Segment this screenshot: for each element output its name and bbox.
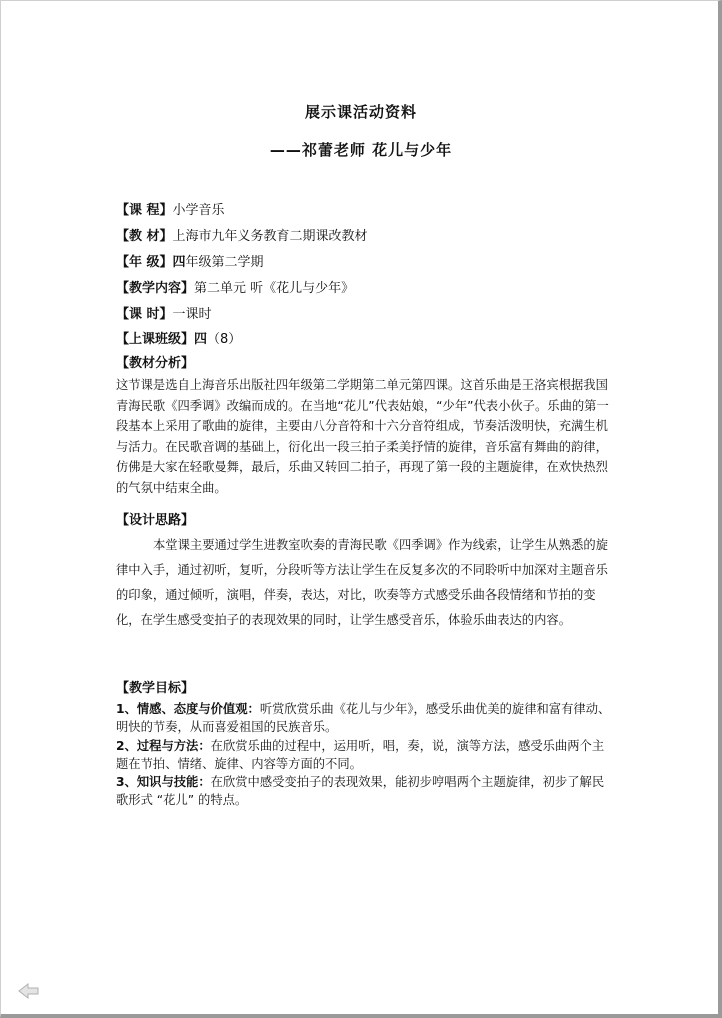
goal-item	[116, 737, 612, 774]
goal-label: 2、过程与方法：	[116, 738, 211, 753]
meta-value-bold: 四	[172, 255, 186, 270]
meta-value: 第二单元 听《花儿与少年》	[194, 281, 355, 296]
meta-key: 【年 级】	[116, 255, 173, 270]
document-subtitle: ——祁蕾老师 花儿与少年	[269, 141, 453, 159]
meta-value: 一课时	[172, 307, 212, 322]
analysis-heading: 【教材分析】	[116, 356, 195, 371]
arrow-left-icon[interactable]	[18, 982, 40, 1000]
meta-key: 【教 材】	[116, 229, 173, 244]
design-text: 本堂课主要通过学生进教室吹奏的青海民歌《四季调》作为线索，让学生从熟悉的旋律中入手，通过初听，复听，分段听等方法让学生在反复多次的不同聆听中加深对主题音乐的印象，通过倾听，演唱，伴奏，表达，对比，吹奏等方式感受乐曲各段情绪和节拍的变化，在学生感受变拍子的表现效果的同时，让学生感受音乐，体验乐曲表达的内容。	[116, 538, 608, 627]
goal-text: 在欣赏乐曲的过程中，运用听，唱，奏，说，演等方法，感受乐曲两个主题在节拍、情绪、旋律、内容等方面的不同。	[116, 738, 605, 771]
goal-label: 1、情感、态度与价值观：	[116, 702, 260, 716]
meta-textbook	[116, 229, 368, 245]
design-heading: 【设计思路】	[116, 513, 195, 528]
meta-key: 【教学内容】	[116, 281, 195, 296]
meta-course	[116, 203, 225, 219]
meta-grade	[116, 255, 264, 271]
goal-text: 听赏欣赏乐曲《花儿与少年》，感受乐曲优美的旋律和富有律动、明快的节奏，从而喜爱祖国的民族音乐。	[116, 702, 611, 735]
meta-content	[116, 281, 354, 297]
meta-periods	[116, 307, 212, 323]
goal-text: 在欣赏中感受变拍子的表现效果，能初步哼唱两个主题旋律，初步了解民歌形式 “花儿” 的特点。	[116, 775, 605, 808]
goal-label: 3、知识与技能：	[116, 775, 211, 790]
goal-item	[116, 700, 612, 737]
goals-list	[116, 700, 612, 810]
meta-value-bold: 四	[194, 332, 208, 347]
meta-value: （8）	[207, 332, 242, 347]
meta-value: 上海市九年义务教育二期课改教材	[172, 229, 368, 244]
analysis-text: 这节课是选自上海音乐出版社四年级第二学期第二单元第四课。这首乐曲是王洛宾根据我国青海民歌《四季调》改编而成的。在当地“花儿”代表姑娘，“少年”代表小伙子。乐曲的第一段基本上采用了歌曲的旋律，主要由八分音符和十六分音符组成，节奏活泼明快，充满生机与活力。在民歌音调的基础上，衍化出一段三拍子柔美抒情的旋律，音乐富有舞曲的韵律，仿佛是大家在轻歌曼舞，最后，乐曲又转回二拍子，再现了第一段的主题旋律，在欢快热烈的气氛中结束全曲。	[116, 378, 609, 495]
meta-value: 年级第二学期	[185, 255, 264, 270]
meta-key: 【上课班级】	[116, 332, 195, 347]
meta-value: 小学音乐	[172, 203, 225, 218]
meta-key: 【课 程】	[116, 203, 173, 218]
goals-heading: 【教学目标】	[116, 681, 195, 696]
meta-key: 【课 时】	[116, 307, 173, 322]
meta-class	[116, 332, 241, 348]
document-title: 展示课活动资料	[304, 103, 417, 121]
goal-item	[116, 773, 612, 810]
